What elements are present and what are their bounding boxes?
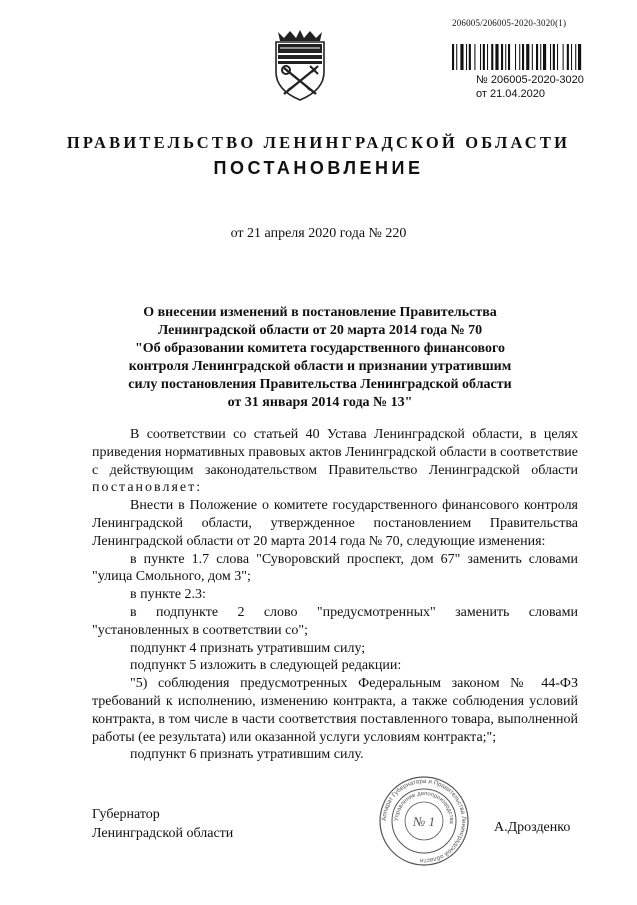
document-date-number: от 21 апреля 2020 года № 220 [230, 226, 407, 241]
barcode-bar [469, 44, 471, 70]
stamp-outer-text: Аппарат Губернатора и Правительства Ленинградской области [380, 777, 468, 865]
paragraph-item-1-7: в пункте 1.7 слова "Суворовский проспект, дом 67" заменить словами "улица Смольного, дом 3"; [92, 551, 578, 585]
stamp-number: № 1 [412, 814, 436, 829]
barcode-bar [480, 44, 481, 70]
subject-line: силу постановления Правительства Ленинградской области [128, 377, 512, 392]
subject-line: "Об образовании комитета государственного финансового [134, 341, 505, 356]
barcode-bar [557, 44, 558, 70]
document-code: 206005/206005-2020-3020(1) [452, 18, 567, 28]
barcode-bar [501, 44, 503, 70]
barcode-bar [508, 44, 510, 70]
barcode-bar [563, 44, 564, 70]
barcode-bar [526, 44, 529, 70]
barcode-bar [567, 44, 569, 70]
signatory-position-line: Губернатор [92, 807, 160, 822]
paragraph-subitem-4: подпункт 4 признать утратившим силу; [130, 640, 366, 656]
barcode-bar [474, 44, 475, 70]
signatory-position [92, 805, 233, 843]
barcode-bar [460, 44, 463, 70]
subject-line: от 31 января 2014 года № 13" [227, 395, 413, 410]
barcode-bar [466, 44, 467, 70]
barcode-bar [519, 44, 520, 70]
document-subject [105, 304, 535, 412]
official-stamp [378, 775, 470, 867]
document-body [92, 426, 578, 764]
paragraph-preamble [92, 426, 578, 497]
paragraph-amendment-intro: Внести в Положение о комитете государственного финансового контроля Ленинградской области, утвержденное постановлением Правительства Ленинградской области от 20 марта 2014 года № 70, следующие изменения: [92, 498, 578, 549]
barcode-bar [553, 44, 555, 70]
paragraph-item-2-3: в пункте 2.3: [130, 587, 206, 603]
subject-line: Ленинградской области от 20 марта 2014 года № 70 [157, 323, 483, 338]
barcode-bar [536, 44, 538, 70]
preamble-resolves: постановляет: [92, 480, 203, 496]
coat-of-arms-icon [272, 28, 328, 102]
organization-title: ПРАВИТЕЛЬСТВО ЛЕНИНГРАДСКОЙ ОБЛАСТИ [66, 133, 571, 152]
barcode-bar [532, 44, 533, 70]
barcode-bar [540, 44, 541, 70]
barcode-bar [495, 44, 498, 70]
stamp-inner-text: Управление делопроизводства [393, 790, 455, 824]
paragraph-subitem-5-text: "5) соблюдения предусмотренных Федеральным законом № 44-ФЗ требований к исполнению, изменению контракта, а также соблюдения условий контракта, в том числе в части соответствия поставленного товара, выполненной работы (ее результата) или оказанной услуги условиям контракта;"; [92, 676, 578, 745]
signatory-position-line: Ленинградской области [92, 826, 234, 841]
barcode-bar [550, 44, 551, 70]
paragraph-subitem-5: подпункт 5 изложить в следующей редакции: [130, 658, 402, 674]
subject-line: контроля Ленинградской области и признании утратившим [128, 359, 512, 374]
barcode-bar [575, 44, 576, 70]
document-type: ПОСТАНОВЛЕНИЕ [213, 158, 424, 178]
registration-number: № 206005-2020-3020 [476, 74, 584, 86]
barcode-bar [578, 44, 581, 70]
barcode-bar [491, 44, 493, 70]
paragraph-subitem-6: подпункт 6 признать утратившим силу. [130, 747, 364, 763]
barcode-bar [456, 44, 457, 70]
barcode-bar [571, 44, 572, 70]
preamble-text: В соответствии со статьей 40 Устава Ленинградской области, в целях приведения нормативных правовых актов Ленинградской области в соответствие с действующим законодательством Правительство Ленинградской области [92, 427, 578, 478]
barcode-bar [452, 44, 454, 70]
signatory-name: А.Дрозденко [494, 820, 571, 835]
barcode [452, 44, 618, 70]
subject-line: О внесении изменений в постановление Правительства [143, 305, 497, 320]
paragraph-subitem-2: в подпункте 2 слово "предусмотренных" заменить словами "установленных в соответствии со"; [92, 604, 578, 638]
barcode-bar [505, 44, 506, 70]
barcode-bar [543, 44, 546, 70]
barcode-bar [483, 44, 485, 70]
barcode-bar [487, 44, 488, 70]
barcode-bar [522, 44, 524, 70]
barcode-bar [515, 44, 516, 70]
registration-date: от 21.04.2020 [476, 88, 546, 100]
